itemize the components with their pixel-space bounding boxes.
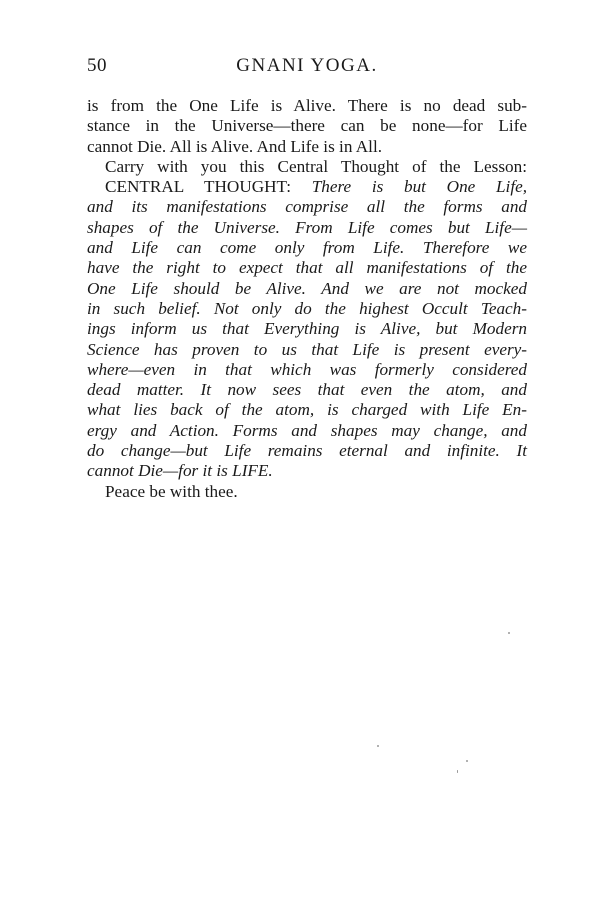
paper-speck xyxy=(508,632,510,634)
text-line: and Life can come only from Life. Therefore we xyxy=(87,238,527,258)
text-line: have the right to expect that all manifestations of the xyxy=(87,258,527,278)
paper-speck xyxy=(457,770,458,773)
text-line: in such belief. Not only do the highest Occult Teach- xyxy=(87,298,527,318)
text-line: is from the One Life is Alive. There is no dead sub- xyxy=(87,96,527,115)
text-line: cannot Die—for it is LIFE. xyxy=(87,461,273,481)
text-line: shapes of the Universe. From Life comes but Life— xyxy=(87,217,527,237)
central-thought-text: There is but One Life, xyxy=(311,177,528,197)
text-line: and its manifestations comprise all the forms and xyxy=(87,197,527,217)
paper-speck xyxy=(466,760,468,762)
paper-speck xyxy=(377,745,379,747)
text-line: dead matter. It now sees that even the atom, and xyxy=(87,380,527,400)
text-line: Peace be with thee. xyxy=(105,481,238,501)
text-line: ings inform us that Everything is Alive, but Modern xyxy=(87,319,527,339)
body-text xyxy=(87,96,527,502)
central-thought-label: CENTRAL THOUGHT: xyxy=(105,177,291,197)
text-line: cannot Die. All is Alive. And Life is in All. xyxy=(87,136,383,156)
page-number: 50 xyxy=(87,55,107,76)
text-line: ergy and Action. Forms and shapes may change, and xyxy=(87,420,527,440)
running-title: GNANI YOGA. xyxy=(236,55,378,76)
text-line: Carry with you this Central Thought of the Lesson: xyxy=(105,156,527,176)
text-line: what lies back of the atom, is charged with Life En- xyxy=(87,400,527,420)
text-line: do change—but Life remains eternal and infinite. It xyxy=(87,441,527,461)
page-header xyxy=(87,55,527,81)
text-line: stance in the Universe—there can be none—for Life xyxy=(87,116,527,136)
central-thought-first-line xyxy=(87,177,527,197)
text-line: One Life should be Alive. And we are not mocked xyxy=(87,278,527,298)
text-line: where—even in that which was formerly considered xyxy=(87,359,527,379)
text-line: Science has proven to us that Life is present every- xyxy=(87,339,527,359)
